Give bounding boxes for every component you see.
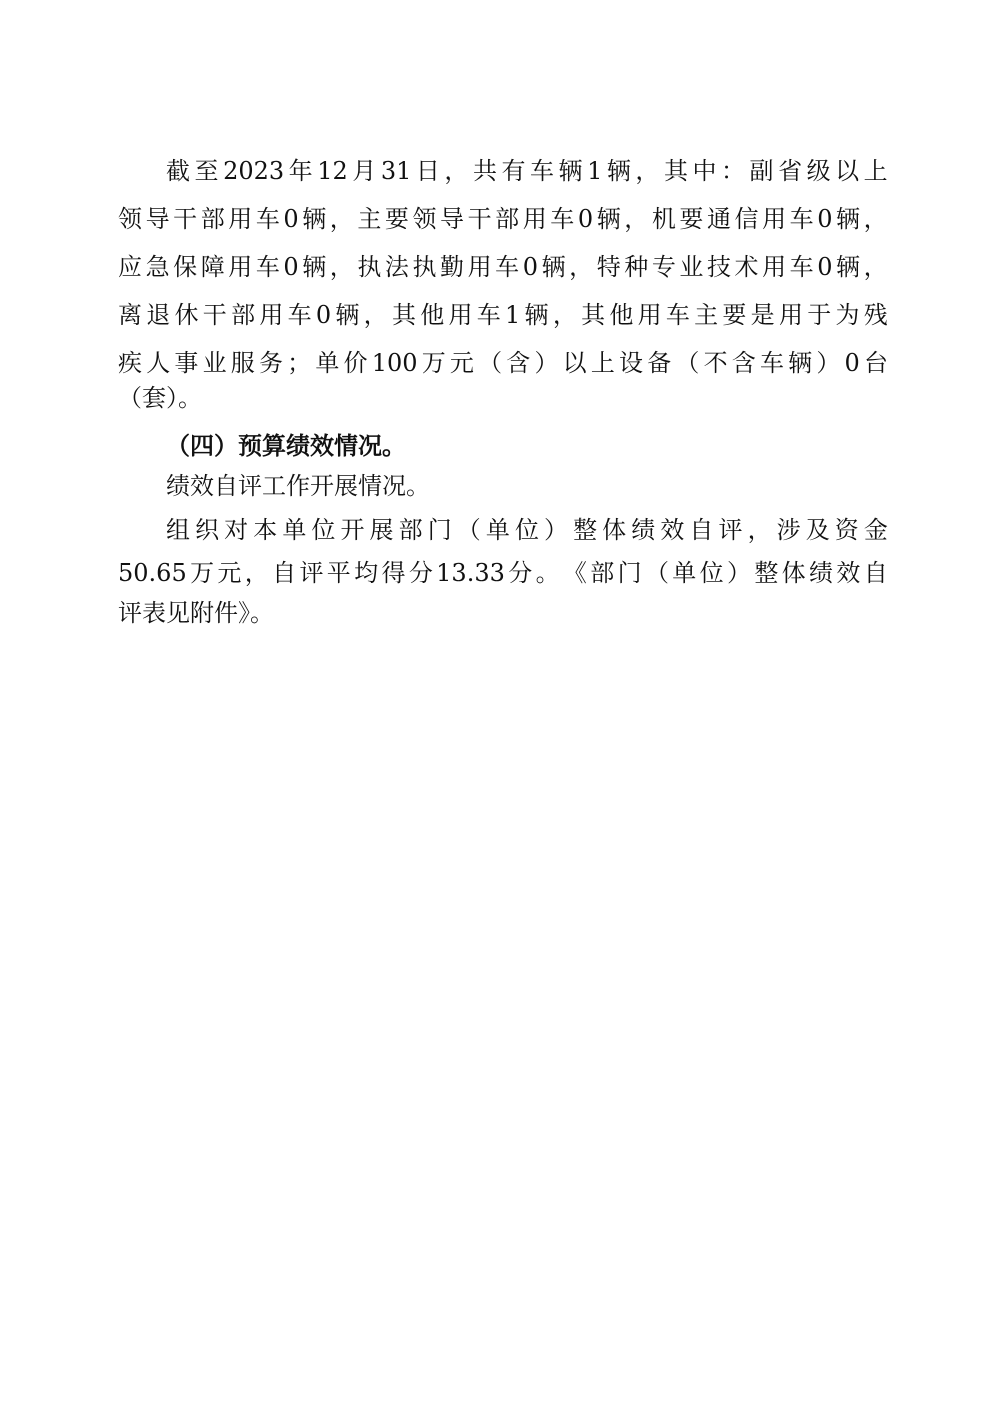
paragraph-line: 领 导 干 部 用 车 0 辆 ， 主 要 领 导 干 部 用 车 0 辆 ， 机 要 通 信 用 车 0 辆 ，	[118, 205, 888, 233]
section-heading: （四）预算绩效情况。	[166, 432, 406, 460]
paragraph-line: 疾 人 事 业 服 务 ； 单 价 100 万 元 （ 含 ） 以 上 设 备 （ 不 含 车 辆 ） 0 台	[118, 349, 888, 377]
paragraph-line: （套）。	[118, 384, 202, 412]
paragraph-line: 评表见附件》。	[118, 599, 274, 627]
paragraph-line: 截 至 2023 年 12 月 31 日 ， 共 有 车 辆 1 辆 ， 其 中 ： 副 省 级 以 上	[166, 157, 888, 185]
paragraph-line: 50.65 万 元 ， 自 评 平 均 得 分 13.33 分 。 《 部 门 （ 单 位 ） 整 体 绩 效 自	[118, 559, 888, 587]
paragraph-line: 离 退 休 干 部 用 车 0 辆 ， 其 他 用 车 1 辆 ， 其 他 用 车 主 要 是 用 于 为 残	[118, 301, 888, 329]
paragraph-line: 组 织 对 本 单 位 开 展 部 门 （ 单 位 ） 整 体 绩 效 自 评 ， 涉 及 资 金	[166, 516, 888, 544]
sub-heading: 绩效自评工作开展情况。	[166, 472, 430, 500]
paragraph-line: 应 急 保 障 用 车 0 辆 ， 执 法 执 勤 用 车 0 辆 ， 特 种 专 业 技 术 用 车 0 辆 ，	[118, 253, 888, 281]
